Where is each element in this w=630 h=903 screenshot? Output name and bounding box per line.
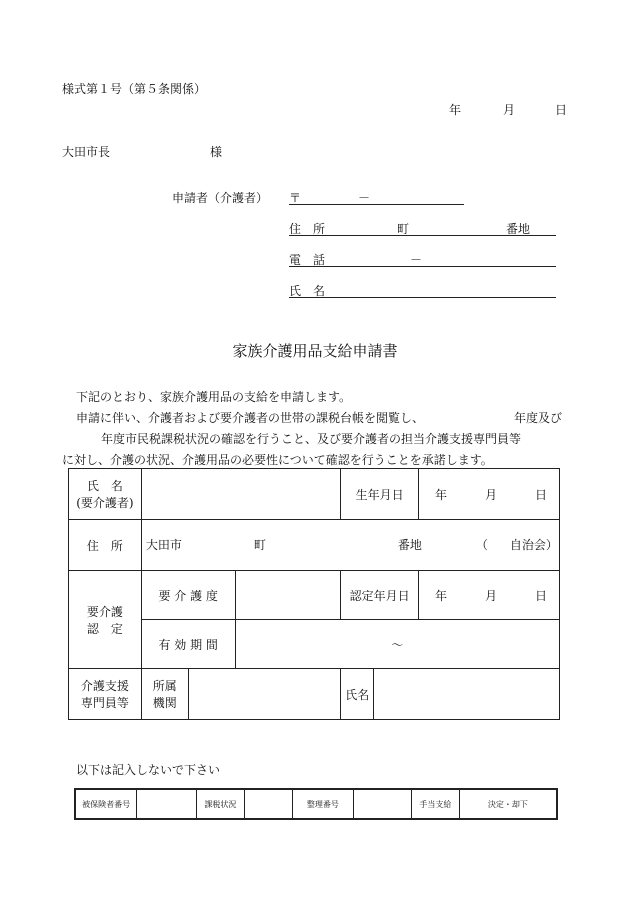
- mayor-label: 大田市長: [62, 145, 111, 159]
- address-header-label: 住 所: [86, 538, 123, 553]
- birth-date-cell[interactable]: [419, 469, 560, 520]
- manager-header-label2: 専門員等: [80, 696, 129, 710]
- yuko-input-cell[interactable]: [235, 620, 559, 669]
- body-line-2b: 年度及び: [514, 411, 563, 425]
- postal-dash: －: [358, 191, 371, 205]
- name-header-sub: (要介護者): [76, 496, 134, 510]
- nintei-year-label: 年: [434, 588, 447, 603]
- kaigodo-input-cell[interactable]: [235, 571, 341, 620]
- office-use-note: 以下は記入しないで下さい: [76, 763, 221, 777]
- office-use-table: [74, 788, 558, 820]
- yuko-tilde: ～: [391, 637, 404, 652]
- body-line-3: 年度市民税課税状況の確認を行うこと、及び要介護者の担当介護支援専門員等: [101, 432, 522, 446]
- address-banchi: 番地: [506, 222, 531, 236]
- address-paren-open: （: [475, 538, 488, 552]
- date-year-label: 年: [449, 103, 462, 117]
- address-town-cell: 町: [253, 538, 266, 552]
- row-address: [69, 520, 560, 571]
- phone-underline: [289, 266, 556, 267]
- allowance-label: 手当支給: [419, 799, 452, 809]
- kaigodo-label-cell: [141, 571, 235, 620]
- date-month-label: 月: [503, 103, 516, 117]
- yuko-label-cell: [141, 620, 235, 669]
- office-label2: 機関: [152, 696, 177, 710]
- name-underline: [289, 297, 556, 298]
- address-banchi-cell: 番地: [397, 538, 422, 552]
- page-title: 家族介護用品支給申請書: [232, 342, 398, 360]
- insured-no-label-cell: [75, 789, 137, 819]
- applicant-label: 申請者（介護者）: [172, 191, 269, 205]
- postal-mark: 〒: [289, 191, 302, 205]
- insured-no-label: 被保険者番号: [82, 799, 131, 809]
- body-line-1: 下記のとおり、家族介護用品の支給を申請します。: [76, 390, 352, 404]
- row-name: [69, 469, 560, 520]
- nintei-day-label: 日: [534, 588, 547, 603]
- row-valid-period: [69, 620, 560, 669]
- birth-label: 生年月日: [355, 487, 404, 502]
- office-input-cell[interactable]: [188, 669, 341, 720]
- birth-label-cell: [341, 469, 419, 520]
- honorific: 様: [210, 145, 223, 159]
- nintei-header-cell: [69, 571, 142, 669]
- tax-status-input[interactable]: [244, 789, 292, 819]
- nintei-date-label-cell: [341, 571, 419, 620]
- postal-underline: [289, 204, 464, 205]
- nintei-date-cell[interactable]: [419, 571, 560, 620]
- address-header-cell: [69, 520, 142, 571]
- address-city: 大田市: [145, 538, 182, 552]
- application-table: [68, 468, 560, 720]
- name-label: 氏 名: [289, 284, 326, 298]
- manager-name-label: 氏名: [345, 687, 370, 702]
- kaigodo-label: 要 介 護 度: [158, 588, 218, 603]
- phone-label: 電 話: [289, 253, 326, 267]
- row-care-manager: [69, 669, 560, 720]
- address-town: 町: [397, 222, 410, 236]
- insured-no-input[interactable]: [137, 789, 197, 819]
- yuko-label: 有 効 期 間: [158, 637, 218, 652]
- ref-no-input[interactable]: [354, 789, 412, 819]
- body-line-4: に対し、介護の状況、介護用品の必要性について確認を行うことを承諾します。: [62, 453, 493, 467]
- date-day-label: 日: [555, 103, 568, 117]
- manager-name-input-cell[interactable]: [374, 669, 560, 720]
- office-label1: 所属: [152, 679, 177, 693]
- allowance-label-cell: [412, 789, 460, 819]
- address-underline: [289, 235, 556, 236]
- address-jichikai: 自治会）: [509, 538, 558, 552]
- decision-label: 決定・却下: [487, 799, 528, 809]
- nintei-header-label1: 要介護: [86, 604, 123, 619]
- birth-day-label: 日: [534, 487, 547, 502]
- nintei-date-label: 認定年月日: [349, 588, 410, 603]
- birth-month-label: 月: [484, 487, 497, 502]
- manager-header-label1: 介護支援: [80, 679, 129, 693]
- decision-cell[interactable]: [459, 789, 557, 819]
- office-label-cell: [141, 669, 188, 720]
- manager-name-label-cell: [341, 669, 374, 720]
- nintei-header-label2: 認 定: [86, 621, 123, 636]
- form-number: 様式第１号（第５条関係）: [62, 82, 207, 96]
- body-line-2a: 申請に伴い、介護者および要介護者の世帯の課税台帳を閲覧し、: [76, 411, 425, 425]
- name-header-label: 氏 名: [86, 479, 123, 493]
- tax-status-label-cell: [196, 789, 244, 819]
- ref-no-label: 整理番号: [306, 799, 339, 809]
- manager-header-cell: [69, 669, 142, 720]
- birth-year-label: 年: [434, 487, 447, 502]
- nintei-month-label: 月: [484, 588, 497, 603]
- row-care-level: [69, 571, 560, 620]
- tax-status-label: 課税状況: [204, 799, 237, 809]
- phone-dash: －: [410, 253, 423, 267]
- name-input-cell[interactable]: [141, 469, 340, 520]
- address-input-cell[interactable]: [141, 520, 559, 571]
- address-label: 住 所: [289, 222, 326, 236]
- ref-no-label-cell: [292, 789, 354, 819]
- name-header-cell: [69, 469, 142, 520]
